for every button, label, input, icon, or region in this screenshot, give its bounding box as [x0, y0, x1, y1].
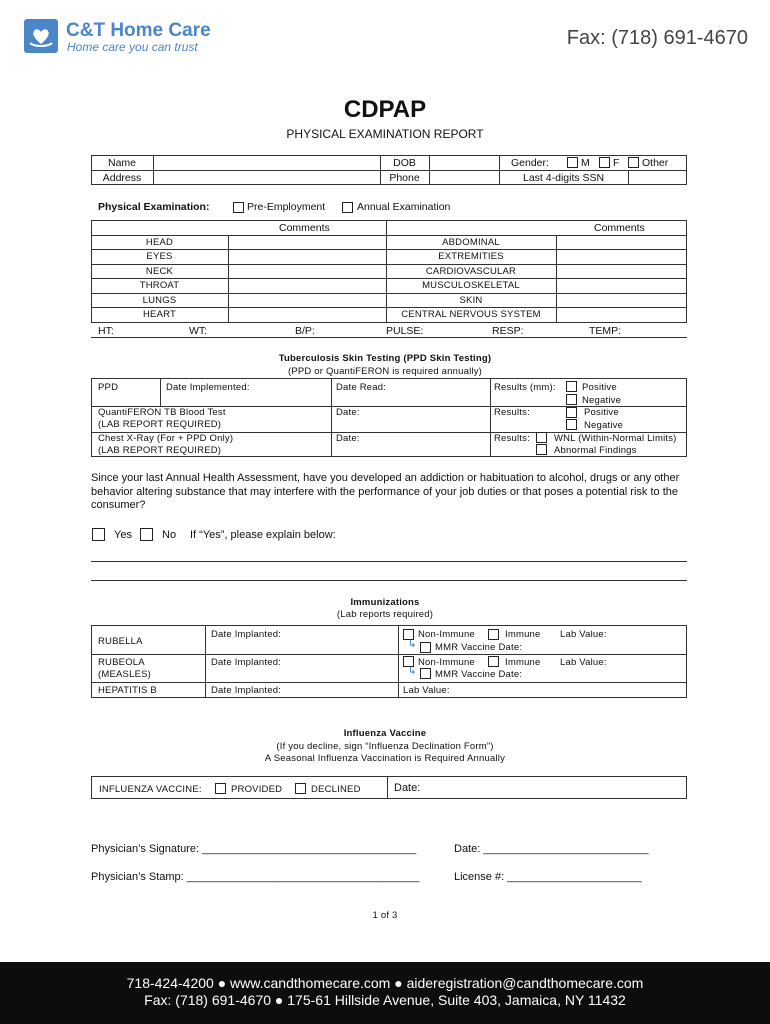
company-logo	[24, 19, 58, 53]
xray-label-2: (LAB REPORT REQUIRED)	[98, 445, 222, 456]
explain-line-1[interactable]	[91, 561, 687, 562]
ppd-negative-checkbox[interactable]	[566, 394, 577, 405]
influenza-label: INFLUENZA VACCINE:	[99, 784, 202, 795]
dob-label: DOB	[393, 157, 416, 169]
vital-ht: HT:	[98, 325, 114, 337]
yes-label: Yes	[114, 529, 132, 541]
substance-question: Since your last Annual Health Assessment, have you developed an addiction or habituation to alcohol, drugs or any other behavior altering substance that may interfere with the performance of your job duties or that poses a potential risk to the consumer?	[91, 472, 680, 511]
rubeola-immune-label: Immune	[505, 657, 541, 668]
pre-employment-label: Pre-Employment	[247, 201, 326, 213]
annual-exam-label: Annual Examination	[357, 201, 451, 213]
phone-field[interactable]	[430, 171, 498, 184]
explain-line-2[interactable]	[91, 580, 687, 581]
phone-label: Phone	[389, 172, 420, 184]
ppd-positive-checkbox[interactable]	[566, 381, 577, 392]
rubella-nonimmune-label: Non-Immune	[418, 629, 475, 640]
rubeola-lab-value: Lab Value:	[560, 657, 607, 668]
rubeola-date-implanted: Date Implanted:	[211, 657, 282, 668]
xray-results-label: Results:	[494, 433, 530, 444]
gender-f-label: F	[613, 157, 620, 169]
rubella-immune-checkbox[interactable]	[488, 629, 499, 640]
xray-wnl-label: WNL (Within-Normal Limits)	[554, 433, 677, 444]
right-comments-header: Comments	[594, 222, 645, 234]
influenza-provided-checkbox[interactable]	[215, 783, 226, 794]
physician-signature[interactable]: Physician’s Signature: ___________________________________	[91, 843, 417, 855]
rubeola-immune-checkbox[interactable]	[488, 656, 499, 667]
quanti-positive-label: Positive	[584, 407, 619, 418]
heart-hands-icon	[24, 19, 58, 53]
gender-other-label: Other	[642, 157, 669, 169]
quanti-label-2: (LAB REPORT REQUIRED)	[98, 419, 222, 430]
exam-item-heart: HEART	[142, 309, 177, 320]
rubeola-label-2: (MEASLES)	[98, 669, 152, 680]
gender-label: Gender:	[511, 157, 549, 169]
exam-item-skin: SKIN	[459, 295, 483, 306]
ppd-negative-label: Negative	[582, 395, 622, 406]
gender-other-checkbox[interactable]	[628, 157, 639, 168]
left-comments-header: Comments	[279, 222, 330, 234]
footer-address: Fax: (718) 691-4670 ● 175-61 Hillside Avenue, Suite 403, Jamaica, NY 11432	[144, 992, 626, 1008]
no-checkbox[interactable]	[140, 528, 153, 541]
exam-item-head: HEAD	[145, 237, 174, 248]
address-field[interactable]	[154, 171, 379, 184]
name-label: Name	[107, 157, 136, 169]
immunizations-subtitle: (Lab reports required)	[336, 609, 434, 620]
exam-item-throat: THROAT	[139, 280, 180, 291]
page-title: CDPAP	[343, 96, 427, 123]
exam-item-cns: CENTRAL NERVOUS SYSTEM	[401, 309, 541, 320]
annual-exam-checkbox[interactable]	[342, 202, 353, 213]
ppd-label: PPD	[98, 382, 119, 393]
xray-abnormal-checkbox[interactable]	[536, 444, 547, 455]
hepatitis-date-implanted: Date Implanted:	[211, 685, 282, 696]
rubeola-mmr-checkbox[interactable]	[420, 668, 431, 679]
rubella-mmr-checkbox[interactable]	[420, 642, 431, 653]
rubeola-nonimmune-label: Non-Immune	[418, 657, 475, 668]
ppd-positive-label: Positive	[582, 382, 617, 393]
tb-subtitle: (PPD or QuantiFERON is required annually)	[287, 366, 483, 377]
exam-item-eyes: EYES	[146, 251, 173, 262]
signature-date[interactable]: Date: ___________________________	[454, 843, 649, 855]
influenza-provided-label: PROVIDED	[231, 784, 283, 795]
exam-item-neck: NECK	[145, 266, 174, 277]
xray-wnl-checkbox[interactable]	[536, 432, 547, 443]
influenza-declined-checkbox[interactable]	[295, 783, 306, 794]
tb-title: Tuberculosis Skin Testing (PPD Skin Testing)	[278, 353, 492, 364]
quanti-label-1: QuantiFERON TB Blood Test	[98, 407, 226, 418]
exam-item-musculoskeletal: MUSCULOSKELETAL	[422, 280, 520, 291]
gender-m-label: M	[581, 157, 590, 169]
exam-item-abdominal: ABDOMINAL	[442, 237, 500, 248]
vital-bp: B/P:	[295, 325, 315, 337]
rubella-immune-label: Immune	[505, 629, 541, 640]
explain-label: If “Yes”, please explain below:	[190, 529, 336, 541]
vital-temp: TEMP:	[589, 325, 622, 337]
rubeola-arrow-icon: ↳	[408, 666, 417, 677]
vital-pulse: PULSE:	[386, 325, 424, 337]
gender-m-checkbox[interactable]	[567, 157, 578, 168]
xray-abnormal-label: Abnormal Findings	[554, 445, 637, 456]
header-fax: Fax: (718) 691-4670	[566, 27, 748, 49]
exam-type-label: Physical Examination:	[98, 201, 210, 213]
rubella-arrow-icon: ↳	[408, 639, 417, 650]
rubeola-mmr-label: MMR Vaccine Date:	[435, 669, 523, 680]
footer-contact: 718-424-4200 ● www.candthomecare.com ● aideregistration@candthomecare.com	[126, 975, 644, 991]
quanti-date-label: Date:	[336, 407, 360, 418]
address-label: Address	[102, 172, 142, 184]
exam-item-cardiovascular: CARDIOVASCULAR	[425, 266, 517, 277]
ssn-field[interactable]	[629, 171, 686, 184]
pre-employment-checkbox[interactable]	[233, 202, 244, 213]
influenza-subtitle-1: (If you decline, sign “Influenza Declination Form”)	[276, 741, 494, 752]
dob-field[interactable]	[430, 156, 498, 169]
exam-item-lungs: LUNGS	[142, 295, 177, 306]
hepatitis-lab-value: Lab Value:	[403, 685, 450, 696]
rubella-date-implanted: Date Implanted:	[211, 629, 282, 640]
rubella-lab-value: Lab Value:	[560, 629, 607, 640]
ssn-label: Last 4-digits SSN	[523, 172, 605, 184]
influenza-date-label: Date:	[394, 782, 421, 794]
vital-wt: WT:	[189, 325, 208, 337]
yes-checkbox[interactable]	[92, 528, 105, 541]
ppd-date-read: Date Read:	[336, 382, 387, 393]
logo-tagline: Home care you can trust	[67, 40, 198, 54]
exam-item-extremities: EXTREMITIES	[438, 251, 504, 262]
license-number[interactable]: License #: ______________________	[454, 871, 642, 883]
page-number: 1 of 3	[372, 910, 398, 921]
immunizations-title: Immunizations	[350, 597, 420, 608]
rubella-mmr-label: MMR Vaccine Date:	[435, 642, 523, 653]
influenza-declined-label: DECLINED	[311, 784, 361, 795]
rubeola-label-1: RUBEOLA	[98, 657, 145, 668]
no-label: No	[162, 529, 177, 541]
influenza-subtitle-2: A Seasonal Influenza Vaccination is Required Annually	[264, 753, 506, 764]
physician-stamp[interactable]: Physician’s Stamp: ______________________________________	[91, 871, 420, 883]
name-field[interactable]	[154, 156, 379, 169]
vital-resp: RESP:	[492, 325, 524, 337]
gender-f-checkbox[interactable]	[599, 157, 610, 168]
hepatitis-label: HEPATITIS B	[98, 685, 157, 696]
rubella-label: RUBELLA	[98, 636, 143, 647]
quanti-negative-label: Negative	[584, 420, 624, 431]
influenza-title: Influenza Vaccine	[343, 728, 427, 739]
ppd-date-implemented: Date Implemented:	[166, 382, 250, 393]
ppd-results-label: Results (mm):	[494, 382, 556, 393]
logo-title: C&T Home Care	[66, 20, 211, 41]
quanti-negative-checkbox[interactable]	[566, 419, 577, 430]
quanti-positive-checkbox[interactable]	[566, 407, 577, 418]
page-subtitle: PHYSICAL EXAMINATION REPORT	[286, 127, 484, 141]
xray-label-1: Chest X-Ray (For + PPD Only)	[98, 433, 234, 444]
quanti-results-label: Results:	[494, 407, 530, 418]
xray-date-label: Date:	[336, 433, 360, 444]
